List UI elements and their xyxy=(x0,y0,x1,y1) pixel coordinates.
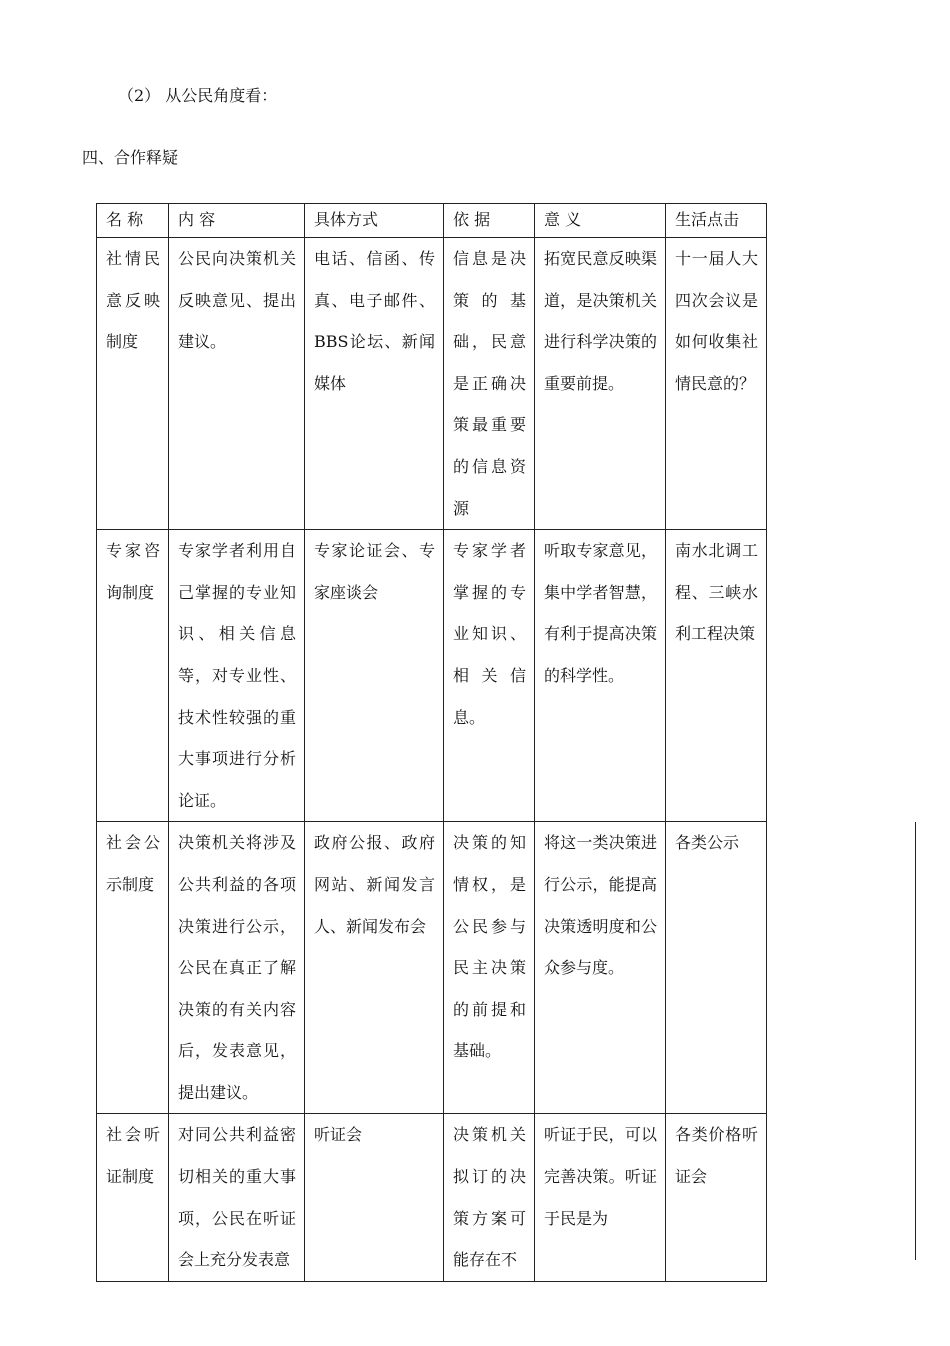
cell-method: 专家论证会、专家座谈会 xyxy=(305,530,444,822)
table-row xyxy=(97,1114,767,1281)
cell-example: 各类价格听证会 xyxy=(666,1114,767,1281)
cell-significance: 拓宽民意反映渠道，是决策机关进行科学决策的重要前提。 xyxy=(535,238,666,530)
cell-method: 听证会 xyxy=(305,1114,444,1281)
cell-significance: 听取专家意见，集中学者智慧，有利于提高决策的科学性。 xyxy=(535,530,666,822)
header-method: 具体方式 xyxy=(305,204,444,238)
cell-basis: 决策机关拟订的决策方案可能存在不 xyxy=(444,1114,535,1281)
cell-name: 社会公示制度 xyxy=(97,822,169,1114)
section-4-heading: 四、合作释疑 xyxy=(82,148,179,167)
page-edge-divider xyxy=(915,822,916,1260)
cell-name: 专家咨询制度 xyxy=(97,530,169,822)
cell-basis: 信息是决策的基础，民意是正确决策最重要的信息资源 xyxy=(444,238,535,530)
cell-significance: 将这一类决策进行公示，能提高决策透明度和公众参与度。 xyxy=(535,822,666,1114)
cell-name: 社情民意反映制度 xyxy=(97,238,169,530)
cell-significance: 听证于民，可以完善决策。听证于民是为 xyxy=(535,1114,666,1281)
header-content: 内 容 xyxy=(169,204,305,238)
cell-content: 对同公共利益密切相关的重大事项，公民在听证会上充分发表意 xyxy=(169,1114,305,1281)
cell-basis: 决策的知情权，是公民参与民主决策的前提和基础。 xyxy=(444,822,535,1114)
cell-content: 决策机关将涉及公共利益的各项决策进行公示，公民在真正了解决策的有关内容后，发表意见，提出建议。 xyxy=(169,822,305,1114)
cell-method: 政府公报、政府网站、新闻发言人、新闻发布会 xyxy=(305,822,444,1114)
cell-name: 社会听证制度 xyxy=(97,1114,169,1281)
cell-basis: 专家学者掌握的专业知识、相关信息。 xyxy=(444,530,535,822)
cell-example: 南水北调工程、三峡水利工程决策 xyxy=(666,530,767,822)
cell-content: 公民向决策机关反映意见、提出建议。 xyxy=(169,238,305,530)
header-significance: 意 义 xyxy=(535,204,666,238)
header-example: 生活点击 xyxy=(666,204,767,238)
cell-example: 十一届人大四次会议是如何收集社情民意的？ xyxy=(666,238,767,530)
cell-example: 各类公示 xyxy=(666,822,767,1114)
decision-systems-table xyxy=(96,203,767,1282)
table-row xyxy=(97,822,767,1114)
table-row xyxy=(97,238,767,530)
cell-method: 电话、信函、传真、电子邮件、BBS论坛、新闻媒体 xyxy=(305,238,444,530)
table-row xyxy=(97,530,767,822)
item-2-heading: （2） 从公民角度看： xyxy=(118,86,278,105)
header-name: 名 称 xyxy=(97,204,169,238)
cell-content: 专家学者利用自己掌握的专业知识、相关信息等，对专业性、技术性较强的重大事项进行分析论证。 xyxy=(169,530,305,822)
header-basis: 依 据 xyxy=(444,204,535,238)
table-header-row xyxy=(97,204,767,238)
